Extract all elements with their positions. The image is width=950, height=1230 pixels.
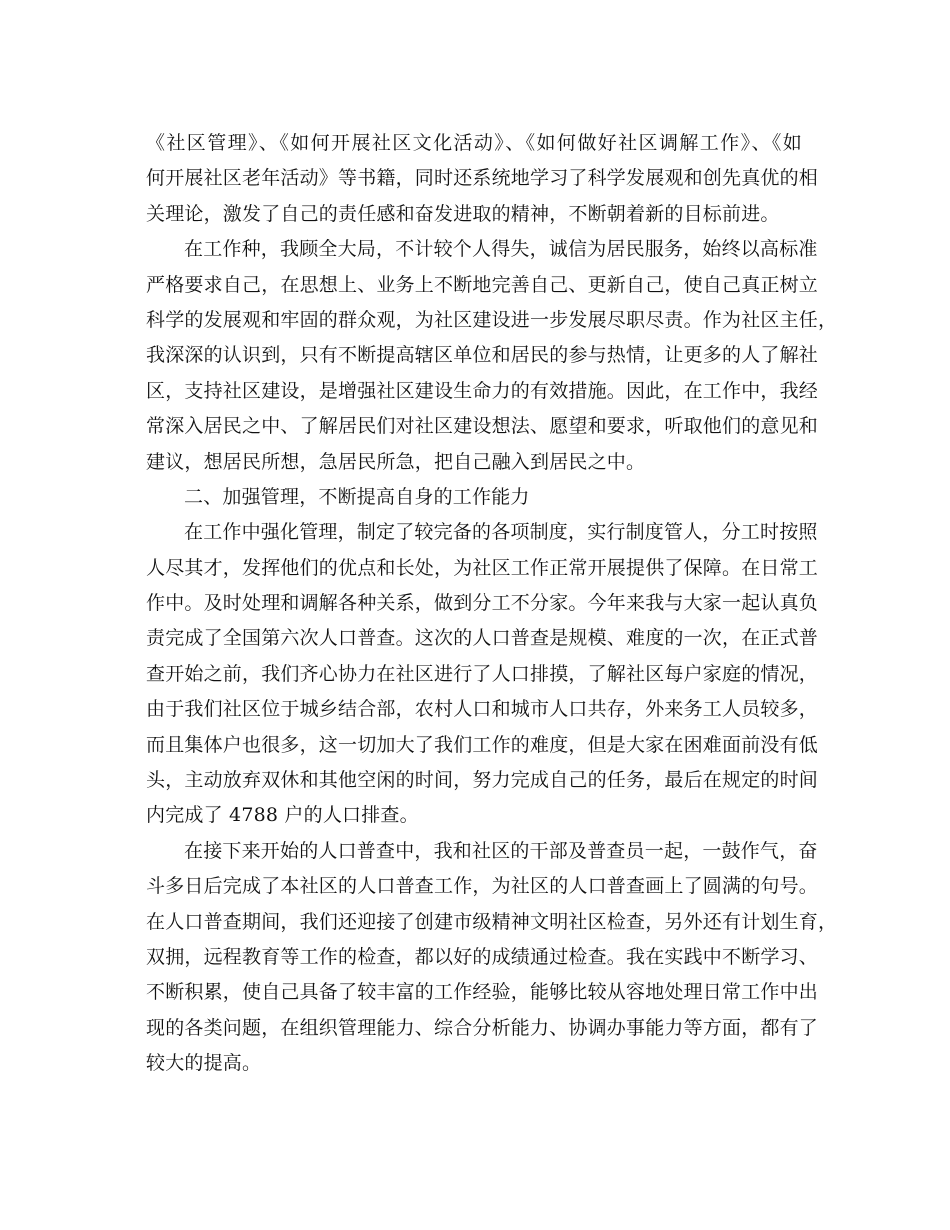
text-line: 科学的发展观和牢固的群众观，为社区建设进一步发展尽职尽责。作为社区主任，: [146, 308, 838, 331]
text-line: 关理论，激发了自己的责任感和奋发进取的精神，不断朝着新的目标前进。: [146, 202, 780, 225]
text-line: 责完成了全国第六次人口普查。这次的人口普查是规模、难度的一次，在正式普: [146, 627, 819, 650]
text-line: 区，支持社区建设，是增强社区建设生命力的有效措施。因此，在工作中，我经: [146, 379, 819, 402]
text-line: 现的各类问题，在组织管理能力、综合分析能力、协调办事能力等方面，都有了: [146, 1016, 819, 1039]
text-line: 查开始之前，我们齐心协力在社区进行了人口排摸，了解社区每户家庭的情况，: [146, 662, 819, 685]
text-line: 常深入居民之中、了解居民们对社区建设想法、愿望和要求，听取他们的意见和: [146, 415, 819, 438]
paragraph-first-line: 在工作中强化管理，制定了较完备的各项制度，实行制度管人，分工时按照: [184, 521, 818, 544]
text-line: 头，主动放弃双休和其他空闲的时间，努力完成自己的任务，最后在规定的时间: [146, 769, 819, 792]
text-line: 严格要求自己，在思想上、业务上不断地完善自己、更新自己，使自己真正树立: [146, 273, 819, 296]
text-line: 在人口普查期间，我们还迎接了创建市级精神文明社区检查，另外还有计划生育，: [146, 910, 838, 933]
text-line: 作中。及时处理和调解各种关系，做到分工不分家。今年来我与大家一起认真负: [146, 592, 819, 615]
document-page: [146, 126, 838, 1082]
text-line: 内完成了 4788 户的人口排查。: [146, 804, 419, 827]
paragraph-first-line: 二、加强管理，不断提高自身的工作能力: [184, 485, 530, 508]
text-line: 不断积累，使自己具备了较丰富的工作经验，能够比较从容地处理日常工作中出: [146, 981, 819, 1004]
paragraph-first-line: 在接下来开始的人口普查中，我和社区的干部及普查员一起，一鼓作气，奋: [184, 839, 818, 862]
text-line: 建议，想居民所想，急居民所急，把自己融入到居民之中。: [146, 450, 646, 473]
text-line: 《社区管理》、《如何开展社区文化活动》、《如何做好社区调解工作》、《如: [146, 132, 802, 154]
text-line: 我深深的认识到，只有不断提高辖区单位和居民的参与热情，让更多的人了解社: [146, 344, 819, 367]
text-line: 由于我们社区位于城乡结合部，农村人口和城市人口共存，外来务工人员较多，: [146, 698, 819, 721]
text-line: 双拥，远程教育等工作的检查，都以好的成绩通过检查。我在实践中不断学习、: [146, 945, 819, 968]
text-line: 较大的提高。: [146, 1052, 262, 1075]
text-line: 何开展社区老年活动》等书籍，同时还系统地学习了科学发展观和创先真优的相: [146, 167, 819, 190]
text-line: 斗多日后完成了本社区的人口普查工作，为社区的人口普查画上了圆满的句号。: [146, 875, 819, 898]
text-line: 而且集体户也很多，这一切加大了我们工作的难度，但是大家在困难面前没有低: [146, 733, 819, 756]
text-line: 人尽其才，发挥他们的优点和长处，为社区工作正常开展提供了保障。在日常工: [146, 556, 819, 579]
paragraph-first-line: 在工作种，我顾全大局，不计较个人得失，诚信为居民服务，始终以高标准: [184, 238, 818, 261]
